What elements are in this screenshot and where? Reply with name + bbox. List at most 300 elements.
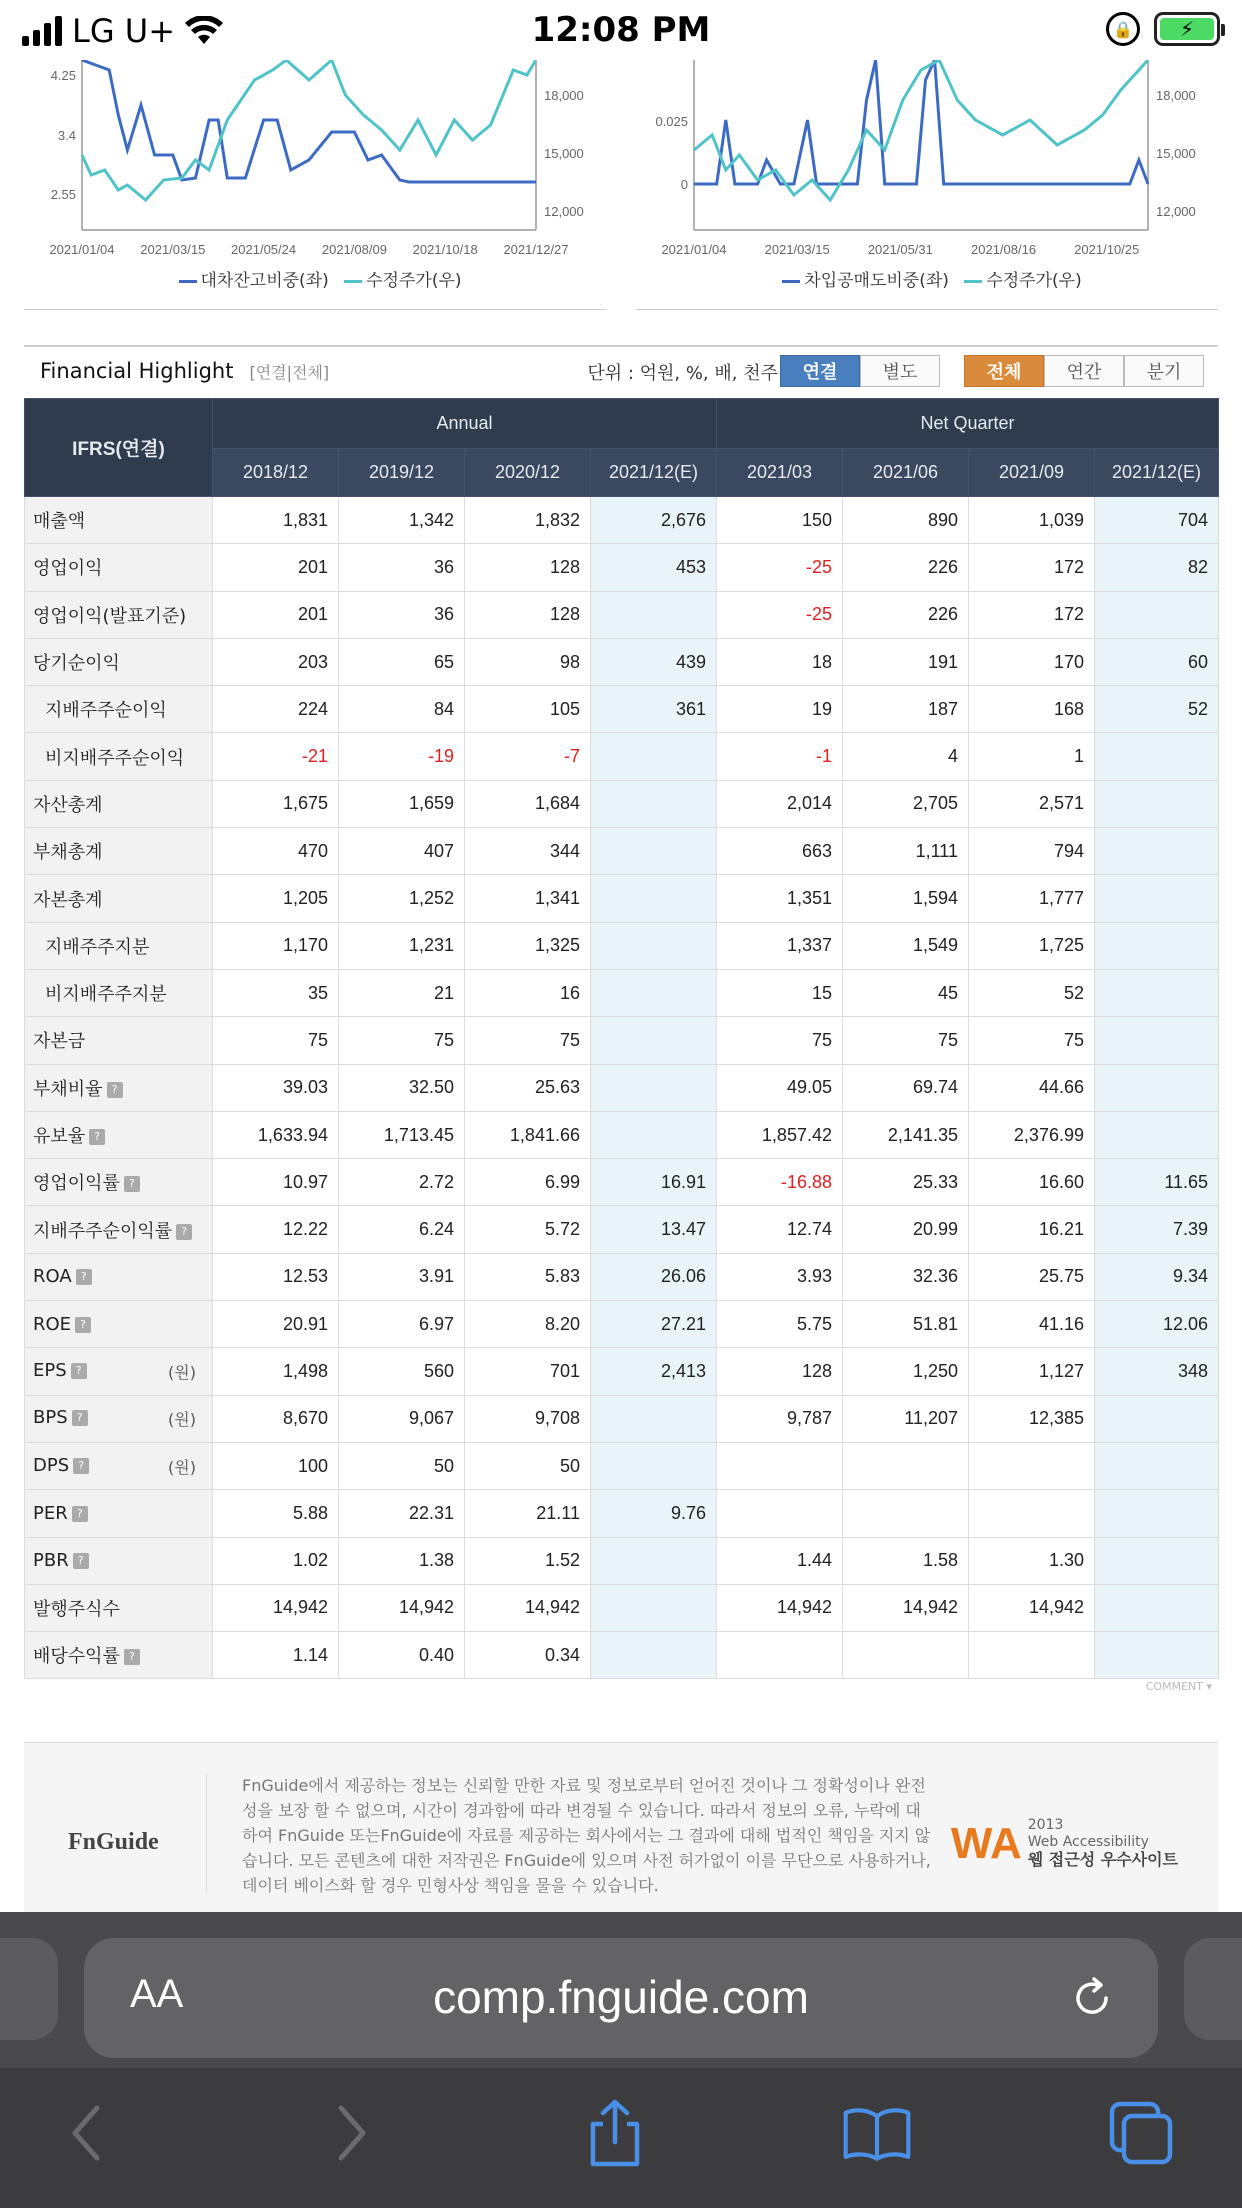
column-header: 2021/09 [969, 449, 1095, 497]
x-tick-label: 2021/01/04 [49, 242, 115, 257]
reload-icon[interactable] [1068, 1974, 1116, 2022]
table-cell [1095, 1064, 1219, 1111]
table-cell: 25.63 [465, 1064, 591, 1111]
row-label-text: 자산총계 [33, 794, 103, 816]
table-row [25, 875, 1219, 922]
help-icon[interactable]: ? [89, 1129, 105, 1145]
table-cell: 128 [465, 544, 591, 591]
row-label-text: 매출액 [33, 511, 86, 533]
row-label-text: 지배주주순이익률 [33, 1220, 173, 1242]
table-cell [1095, 1111, 1219, 1158]
row-label-text: 유보율 [33, 1126, 86, 1147]
x-tick-label: 2021/01/04 [661, 242, 727, 257]
table-cell: 1.44 [717, 1537, 843, 1584]
chart-legend [24, 266, 606, 291]
row-label [25, 1206, 213, 1253]
row-label [25, 544, 213, 591]
table-cell: 1,325 [465, 922, 591, 969]
bookmarks-button[interactable] [842, 2098, 912, 2168]
table-cell: 75 [465, 1017, 591, 1064]
table-cell: 6.97 [339, 1301, 465, 1348]
row-label [25, 1442, 213, 1489]
legend-item: 차입공매도비중(좌) [804, 271, 949, 291]
row-label-text: 자본총계 [33, 889, 103, 911]
table-row [25, 1395, 1219, 1442]
table-cell: 16.60 [969, 1159, 1095, 1206]
table-cell [1095, 1395, 1219, 1442]
table-cell: 663 [717, 828, 843, 875]
row-label [25, 733, 213, 780]
next-tab-pill[interactable] [1184, 1938, 1242, 2040]
table-cell: 1,341 [465, 875, 591, 922]
table-cell [843, 1442, 969, 1489]
consolidated-button[interactable]: 연결 [780, 355, 860, 387]
help-icon[interactable]: ? [73, 1553, 89, 1569]
table-cell: 16 [465, 969, 591, 1016]
browser-url-area [0, 1912, 1242, 2068]
table-cell [1095, 1632, 1219, 1679]
row-label-text: 발행주식수 [33, 1598, 120, 1620]
tabs-icon [1106, 2098, 1176, 2168]
legend-item: 대차잔고비중(좌) [200, 271, 329, 291]
wa-line1: Web Accessibility [1027, 1834, 1149, 1850]
table-cell: 60 [1095, 638, 1219, 685]
table-cell: 65 [339, 638, 465, 685]
row-label [25, 1584, 213, 1631]
table-cell: 361 [591, 686, 717, 733]
table-cell: 36 [339, 591, 465, 638]
table-cell: 187 [843, 686, 969, 733]
table-cell: 1.02 [213, 1537, 339, 1584]
table-row [25, 1490, 1219, 1537]
help-icon[interactable]: ? [72, 1506, 88, 1522]
column-header: 2021/03 [717, 449, 843, 497]
table-cell: 52 [969, 969, 1095, 1016]
table-cell [969, 1632, 1095, 1679]
x-tick-label: 2021/05/24 [231, 242, 297, 257]
table-cell: 1,351 [717, 875, 843, 922]
row-label-text: PBR [33, 1550, 69, 1572]
table-cell: 2,571 [969, 780, 1095, 827]
prev-tab-pill[interactable] [0, 1938, 58, 2040]
row-label-text: EPS [33, 1359, 67, 1381]
table-cell: 100 [213, 1442, 339, 1489]
table-cell: 9,708 [465, 1395, 591, 1442]
x-tick-label: 2021/08/09 [321, 242, 387, 257]
table-cell: 75 [339, 1017, 465, 1064]
table-cell: 12.06 [1095, 1301, 1219, 1348]
table-cell: 5.88 [213, 1490, 339, 1537]
wa-year: 2013 [1027, 1817, 1064, 1833]
chevron-right-icon [331, 2103, 371, 2163]
series-line-price [82, 60, 536, 200]
table-cell: 39.03 [213, 1064, 339, 1111]
table-cell: 14,942 [717, 1584, 843, 1631]
help-icon[interactable]: ? [107, 1082, 123, 1098]
row-label-text: 당기순이익 [33, 653, 120, 675]
row-label-text: 배당수익률 [33, 1646, 120, 1668]
table-cell [1095, 922, 1219, 969]
table-cell: 1,831 [213, 497, 339, 544]
table-cell: 75 [717, 1017, 843, 1064]
table-cell: 201 [213, 544, 339, 591]
table-cell: 9.76 [591, 1490, 717, 1537]
row-label [25, 497, 213, 544]
table-cell: 3.93 [717, 1253, 843, 1300]
help-icon[interactable]: ? [124, 1176, 140, 1192]
table-cell: 226 [843, 544, 969, 591]
table-cell: 170 [969, 638, 1095, 685]
web-accessibility-badge [951, 1817, 1178, 1870]
status-right [1106, 12, 1220, 46]
financial-table [24, 398, 1219, 1679]
y-right-tick-label: 12,000 [544, 204, 584, 219]
table-cell: 13.47 [591, 1206, 717, 1253]
table-cell: 2,676 [591, 497, 717, 544]
table-cell: 26.06 [591, 1253, 717, 1300]
table-cell [717, 1490, 843, 1537]
table-cell: 1,231 [339, 922, 465, 969]
table-cell: 44.66 [969, 1064, 1095, 1111]
table-cell: 2,014 [717, 780, 843, 827]
browser-toolbar [0, 2068, 1242, 2208]
table-cell: 1,252 [339, 875, 465, 922]
help-icon[interactable]: ? [76, 1269, 92, 1285]
help-icon[interactable]: ? [71, 1363, 87, 1379]
row-label-text: DPS [33, 1454, 70, 1476]
table-row [25, 1537, 1219, 1584]
share-icon [583, 2098, 647, 2168]
table-cell: 1.38 [339, 1537, 465, 1584]
table-row [25, 1017, 1219, 1064]
row-label-text: 영업이익 [33, 558, 103, 580]
table-cell [1095, 780, 1219, 827]
table-cell [591, 969, 717, 1016]
table-cell: 32.50 [339, 1064, 465, 1111]
table-cell: 560 [339, 1348, 465, 1395]
table-cell: 470 [213, 828, 339, 875]
table-cell: 14,942 [213, 1584, 339, 1631]
table-row [25, 544, 1219, 591]
table-cell: 1 [969, 733, 1095, 780]
table-cell: 201 [213, 591, 339, 638]
table-cell: 1,713.45 [339, 1111, 465, 1158]
column-header: 2021/06 [843, 449, 969, 497]
chart-legend [636, 266, 1218, 291]
table-cell: 224 [213, 686, 339, 733]
row-label-text: 지배주주순이익 [45, 700, 167, 722]
table-cell [591, 1017, 717, 1064]
table-cell: 2,413 [591, 1348, 717, 1395]
x-tick-label: 2021/10/25 [1074, 242, 1140, 257]
row-label-text: ROA [33, 1266, 72, 1288]
share-button[interactable] [580, 2098, 650, 2168]
table-cell: 49.05 [717, 1064, 843, 1111]
table-cell: 1,498 [213, 1348, 339, 1395]
table-cell: 453 [591, 544, 717, 591]
x-tick-label: 2021/03/15 [764, 242, 830, 257]
row-label-text: 부채총계 [33, 842, 103, 864]
row-label [25, 1632, 213, 1679]
row-label-text: 비지배주주지분 [45, 984, 167, 1006]
chevron-left-icon [67, 2103, 107, 2163]
table-cell [717, 1442, 843, 1489]
table-cell: 16.21 [969, 1206, 1095, 1253]
row-label [25, 1537, 213, 1584]
comment-toggle[interactable]: COMMENT ▾ [1145, 1680, 1212, 1693]
y-left-tick-label: 3.4 [57, 128, 76, 143]
help-icon[interactable]: ? [124, 1649, 140, 1665]
table-cell: 1,594 [843, 875, 969, 922]
table-cell: 82 [1095, 544, 1219, 591]
x-tick-label: 2021/08/16 [971, 242, 1037, 257]
table-cell [591, 875, 717, 922]
table-cell: 1,250 [843, 1348, 969, 1395]
quarterly-button[interactable]: 분기 [1124, 355, 1204, 387]
table-row [25, 1584, 1219, 1631]
table-cell: 9,067 [339, 1395, 465, 1442]
row-unit: (원) [168, 1410, 196, 1430]
row-label [25, 1490, 213, 1537]
table-cell: 1,832 [465, 497, 591, 544]
x-tick-label: 2021/03/15 [140, 242, 206, 257]
table-cell: 1,659 [339, 780, 465, 827]
section-subtitle: [연결|전체] [249, 362, 330, 382]
table-cell: 172 [969, 544, 1095, 591]
table-cell: -19 [339, 733, 465, 780]
table-cell: 128 [717, 1348, 843, 1395]
table-cell: 2,376.99 [969, 1111, 1095, 1158]
table-cell: 25.75 [969, 1253, 1095, 1300]
table-row [25, 1301, 1219, 1348]
legend-swatch [179, 280, 197, 283]
table-row [25, 1632, 1219, 1679]
table-cell: 45 [843, 969, 969, 1016]
table-cell: 1,857.42 [717, 1111, 843, 1158]
help-icon[interactable]: ? [176, 1224, 192, 1240]
row-label-text: ROE [33, 1313, 72, 1335]
lending-balance-chart [24, 60, 606, 310]
table-cell: 18 [717, 638, 843, 685]
table-cell: 21 [339, 969, 465, 1016]
table-cell: 12.74 [717, 1206, 843, 1253]
table-cell: 2,141.35 [843, 1111, 969, 1158]
table-cell: 172 [969, 591, 1095, 638]
table-row [25, 497, 1219, 544]
table-cell: 11.65 [1095, 1159, 1219, 1206]
table-cell: 2,705 [843, 780, 969, 827]
book-icon [842, 2103, 912, 2163]
table-cell: 0.40 [339, 1632, 465, 1679]
table-cell: 14,942 [465, 1584, 591, 1631]
table-cell: 704 [1095, 497, 1219, 544]
table-cell [843, 1490, 969, 1537]
table-cell: 36 [339, 544, 465, 591]
ifrs-header: IFRS(연결) [25, 399, 213, 497]
row-label [25, 828, 213, 875]
table-cell: 50 [465, 1442, 591, 1489]
x-tick-label: 2021/05/31 [867, 242, 933, 257]
tabs-button[interactable] [1106, 2098, 1176, 2168]
table-cell: 1,841.66 [465, 1111, 591, 1158]
back-button[interactable] [52, 2098, 122, 2168]
series-line-ratio [694, 60, 1148, 184]
row-label [25, 1159, 213, 1206]
table-row [25, 828, 1219, 875]
table-cell: 5.72 [465, 1206, 591, 1253]
table-cell: 14,942 [843, 1584, 969, 1631]
table-cell: 12.22 [213, 1206, 339, 1253]
financial-highlight-header [24, 345, 1218, 395]
table-cell [1095, 828, 1219, 875]
clock: 12:08 PM [531, 10, 711, 50]
table-cell: 3.91 [339, 1253, 465, 1300]
forward-button[interactable] [316, 2098, 386, 2168]
footer [24, 1742, 1218, 1912]
table-cell: -1 [717, 733, 843, 780]
column-header: 2019/12 [339, 449, 465, 497]
table-cell: 9,787 [717, 1395, 843, 1442]
legend-item: 수정주가(우) [366, 271, 462, 291]
table-cell [1095, 1584, 1219, 1631]
row-label-text: 자본금 [33, 1031, 86, 1053]
row-label [25, 638, 213, 685]
table-cell [717, 1632, 843, 1679]
row-label-text: PER [33, 1502, 68, 1524]
table-cell: 20.99 [843, 1206, 969, 1253]
table-cell [591, 1111, 717, 1158]
table-cell: 35 [213, 969, 339, 1016]
table-cell: 344 [465, 828, 591, 875]
table-row [25, 1253, 1219, 1300]
row-label [25, 922, 213, 969]
table-cell: 75 [843, 1017, 969, 1064]
url-text: comp.fnguide.com [433, 1971, 809, 2023]
table-cell [591, 780, 717, 827]
table-cell: 51.81 [843, 1301, 969, 1348]
table-cell: 11,207 [843, 1395, 969, 1442]
table-cell: 1,039 [969, 497, 1095, 544]
table-cell: 701 [465, 1348, 591, 1395]
row-label [25, 1111, 213, 1158]
y-left-tick-label: 0 [680, 177, 688, 192]
table-cell [591, 733, 717, 780]
short-chart-svg [636, 60, 1218, 260]
table-cell: 41.16 [969, 1301, 1095, 1348]
table-cell: 226 [843, 591, 969, 638]
all-button[interactable]: 전체 [964, 355, 1044, 387]
table-cell: 10.97 [213, 1159, 339, 1206]
row-label-text: 비지배주주순이익 [45, 747, 185, 769]
legend-swatch [344, 280, 362, 283]
table-cell: 1.14 [213, 1632, 339, 1679]
table-cell [1095, 1017, 1219, 1064]
table-cell [591, 828, 717, 875]
table-cell: 105 [465, 686, 591, 733]
table-cell [591, 1632, 717, 1679]
row-label [25, 780, 213, 827]
comment-label: COMMENT [1145, 1680, 1203, 1693]
help-icon[interactable]: ? [73, 1458, 89, 1474]
unit-label: 단위 : 억원, %, 배, 천주 [587, 363, 778, 384]
table-row [25, 733, 1219, 780]
table-cell: 1,777 [969, 875, 1095, 922]
footer-divider [206, 1773, 207, 1893]
table-cell: 25.33 [843, 1159, 969, 1206]
row-unit: (원) [168, 1362, 196, 1382]
y-right-tick-label: 18,000 [544, 88, 584, 103]
table-cell: 1,127 [969, 1348, 1095, 1395]
table-cell: 19 [717, 686, 843, 733]
x-tick-label: 2021/12/27 [503, 242, 569, 257]
table-cell [1095, 1537, 1219, 1584]
table-cell: 128 [465, 591, 591, 638]
table-cell: 75 [213, 1017, 339, 1064]
quarter-group-header: Net Quarter [717, 399, 1219, 449]
help-icon[interactable]: ? [75, 1317, 91, 1333]
fnguide-logo: FnGuide [68, 1829, 159, 1855]
table-row [25, 969, 1219, 1016]
y-left-tick-label: 2.55 [50, 187, 76, 202]
table-cell: 1,205 [213, 875, 339, 922]
table-cell [591, 922, 717, 969]
table-cell: 32.36 [843, 1253, 969, 1300]
table-cell: 191 [843, 638, 969, 685]
annual-button[interactable]: 연간 [1044, 355, 1124, 387]
carrier-label: LG U+ [72, 12, 176, 50]
table-cell [969, 1490, 1095, 1537]
help-icon[interactable]: ? [72, 1410, 88, 1426]
row-label [25, 1064, 213, 1111]
reader-settings-button[interactable]: AA [130, 1972, 184, 2016]
table-cell: 22.31 [339, 1490, 465, 1537]
table-cell: 84 [339, 686, 465, 733]
table-row [25, 638, 1219, 685]
table-cell: 1,111 [843, 828, 969, 875]
address-bar[interactable] [84, 1938, 1158, 2058]
row-label-text: 영업이익(발표기준) [33, 605, 187, 627]
table-cell: 407 [339, 828, 465, 875]
table-cell: 1.58 [843, 1537, 969, 1584]
lending-chart-svg [24, 60, 606, 260]
table-cell: 20.91 [213, 1301, 339, 1348]
table-cell: 5.75 [717, 1301, 843, 1348]
table-row [25, 686, 1219, 733]
table-row [25, 1159, 1219, 1206]
table-cell [1095, 1490, 1219, 1537]
table-cell: 98 [465, 638, 591, 685]
table-cell: 8.20 [465, 1301, 591, 1348]
table-cell: 1,337 [717, 922, 843, 969]
table-cell: 50 [339, 1442, 465, 1489]
status-bar [0, 0, 1242, 60]
table-cell [1095, 969, 1219, 1016]
table-cell: 15 [717, 969, 843, 1016]
separate-button[interactable]: 별도 [860, 355, 940, 387]
short-selling-chart [636, 60, 1218, 310]
wa-line2: 웹 접근성 우수사이트 [1027, 1850, 1178, 1869]
table-cell [1095, 591, 1219, 638]
table-cell: 21.11 [465, 1490, 591, 1537]
disclaimer-text: FnGuide에서 제공하는 정보는 신뢰할 만한 자료 및 정보로부터 얻어진 것이나 그 정확성이나 완전성을 보장 할 수 없으며, 시간이 경과함에 따라 변경될 수 있습니다. 따라서 정보의 오류, 누락에 대하여 FnGuide 또는FnGuide에 자료를 제공하는 회사에서는 그 결과에 대해 법적인 책임을 지지 않습니다. 모든 콘텐츠에 대한 저작권은 FnGuide에 있으며 사전 허가없이 이를 무단으로 사용하거나, 데이터 베이스화 할 경우 민형사상 책임을 물을 수 있습니다. [242, 1776, 931, 1895]
table-cell: -25 [717, 591, 843, 638]
row-label [25, 969, 213, 1016]
table-row [25, 591, 1219, 638]
consolidation-toggle [780, 355, 940, 387]
table-cell: 4 [843, 733, 969, 780]
table-row [25, 1111, 1219, 1158]
column-header: 2021/12(E) [1095, 449, 1219, 497]
